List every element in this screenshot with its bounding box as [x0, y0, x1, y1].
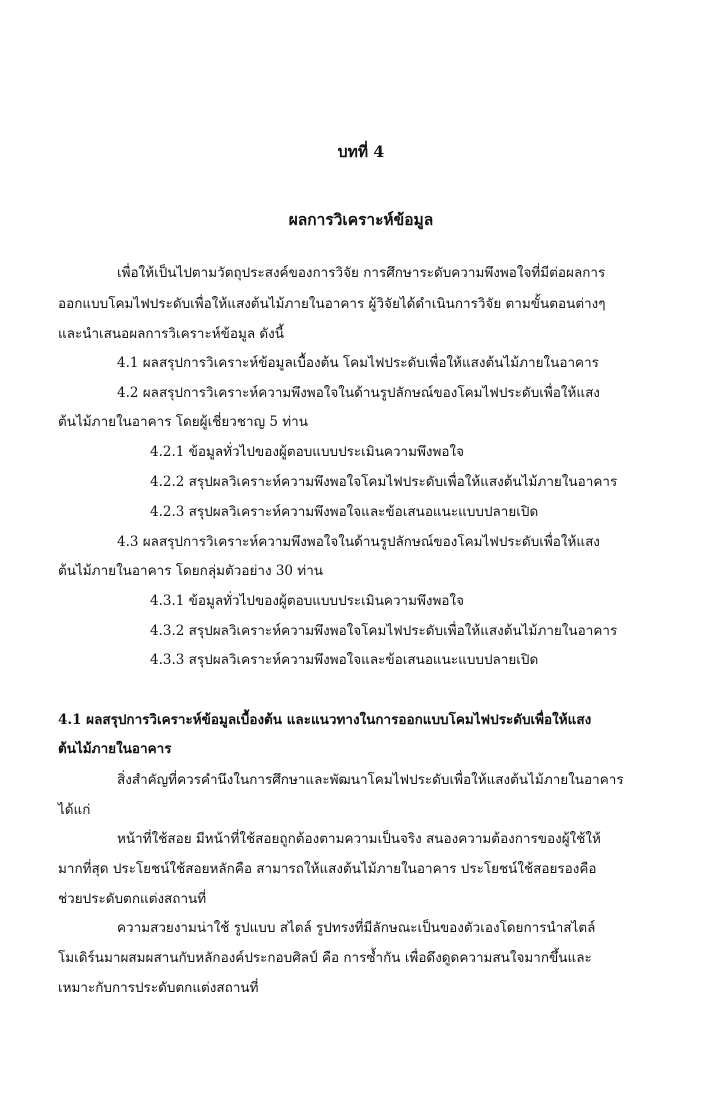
para-3-line-3: เหมาะกับการประดับตกแต่งสถานที่ [58, 980, 259, 996]
outline-item-4-3-3: 4.3.3 สรุปผลวิเคราะห์ความพึงพอใจและข้อเสนอแนะแบบปลายเปิด [150, 652, 539, 668]
outline-item-4-1: 4.1 ผลสรุปการวิเคราะห์ข้อมูลเบื้องต้น โคมไฟประดับเพื่อให้แสงต้นไม้ภายในอาคาร [117, 355, 599, 371]
para-2-line-3: ช่วยประดับตกแต่งสถานที่ [58, 891, 207, 907]
para-3-line-2: โมเดิร์นมาผสมผสานกับหลักองค์ประกอบศิลป์ คือ การซ้ำกัน เพื่อดึงดูดความสนใจมากขึ้นและ [58, 950, 592, 966]
para-1-line-2: ได้แก่ [58, 802, 91, 818]
outline-item-4-3-1: 4.3.1 ข้อมูลทั่วไปของผู้ตอบแบบประเมินความพึงพอใจ [150, 593, 465, 609]
outline-item-4-2-line-1: 4.2 ผลสรุปการวิเคราะห์ความพึงพอใจในด้านรูปลักษณ์ของโคมไฟประดับเพื่อให้แสง [117, 385, 600, 401]
chapter-heading: บทที่ 4 [337, 142, 385, 161]
intro-line-2: ออกแบบโคมไฟประดับเพื่อให้แสงต้นไม้ภายในอาคาร ผู้วิจัยได้ดำเนินการวิจัย ตามขั้นตอนต่างๆ [58, 296, 606, 312]
para-2-line-2: มากที่สุด ประโยชน์ใช้สอยหลักคือ สามารถให้แสงต้นไม้ภายในอาคาร ประโยชน์ใช้สอยรองคือ [58, 861, 597, 877]
intro-line-3: และนำเสนอผลการวิเคราะห์ข้อมูล ดังนี้ [58, 326, 285, 342]
para-1-line-1: สิ่งสำคัญที่ควรคำนึงในการศึกษาและพัฒนาโคมไฟประดับเพื่อให้แสงต้นไม้ภายในอาคาร [117, 772, 624, 788]
outline-item-4-2-1: 4.2.1 ข้อมูลทั่วไปของผู้ตอบแบบประเมินความพึงพอใจ [150, 444, 465, 460]
outline-item-4-3-line-2: ต้นไม้ภายในอาคาร โดยกลุ่มตัวอย่าง 30 ท่าน [58, 563, 324, 579]
outline-item-4-3-2: 4.3.2 สรุปผลวิเคราะห์ความพึงพอใจโคมไฟประดับเพื่อให้แสงต้นไม้ภายในอาคาร [150, 623, 618, 639]
outline-item-4-3-line-1: 4.3 ผลสรุปการวิเคราะห์ความพึงพอใจในด้านรูปลักษณ์ของโคมไฟประดับเพื่อให้แสง [117, 534, 600, 550]
outline-item-4-2-line-2: ต้นไม้ภายในอาคาร โดยผู้เชี่ยวชาญ 5 ท่าน [58, 414, 308, 430]
para-3-line-1: ความสวยงามน่าใช้ รูปแบบ สไตล์ รูปทรงที่มีลักษณะเป็นของตัวเองโดยการนำสไตล์ [117, 920, 596, 936]
section-4-1-heading-line-2: ต้นไม้ภายในอาคาร [58, 741, 172, 757]
outline-item-4-2-2: 4.2.2 สรุปผลวิเคราะห์ความพึงพอใจโคมไฟประดับเพื่อให้แสงต้นไม้ภายในอาคาร [150, 474, 618, 490]
intro-line-1: เพื่อให้เป็นไปตามวัตถุประสงค์ของการวิจัย การศึกษาระดับความพึงพอใจที่มีต่อผลการ [117, 265, 606, 281]
chapter-title: ผลการวิเคราะห์ข้อมูล [288, 210, 434, 229]
section-4-1-heading-line-1: 4.1 ผลสรุปการวิเคราะห์ข้อมูลเบื้องต้น และแนวทางในการออกแบบโคมไฟประดับเพื่อให้แสง [58, 712, 592, 728]
outline-item-4-2-3: 4.2.3 สรุปผลวิเคราะห์ความพึงพอใจและข้อเสนอแนะแบบปลายเปิด [150, 504, 539, 520]
para-2-line-1: หน้าที่ใช้สอย มีหน้าที่ใช้สอยถูกต้องตามความเป็นจริง สนองความต้องการของผู้ใช้ให้ [117, 831, 601, 847]
